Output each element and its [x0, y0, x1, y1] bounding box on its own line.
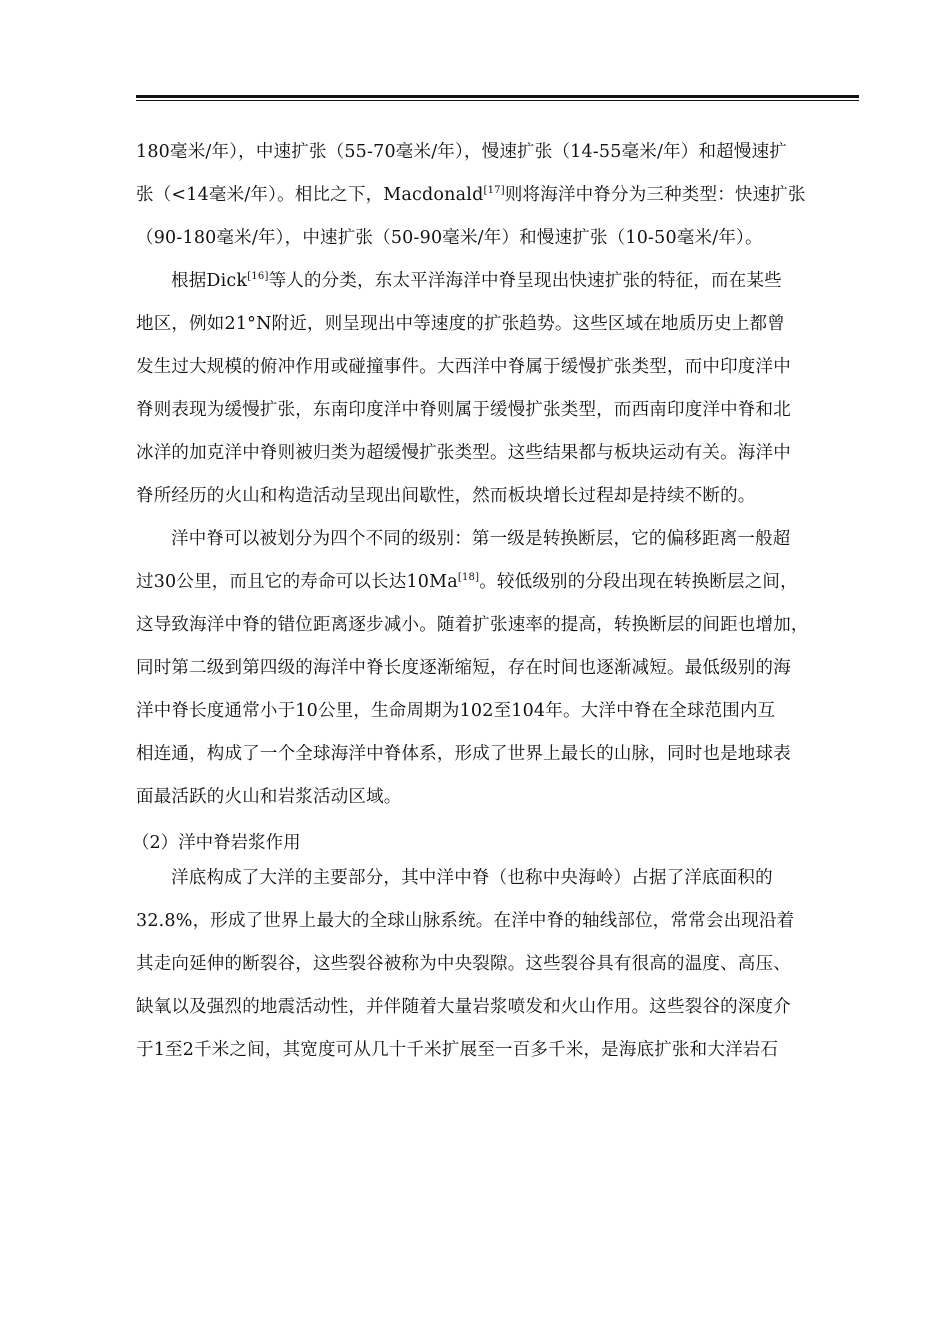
citation-ref[interactable]: [17] [483, 185, 505, 197]
text-segment: 等人的分类，东太平洋海洋中脊呈现出快速扩张的特征，而在某些 [268, 271, 782, 291]
text-line [136, 269, 871, 312]
paragraph-dick-classification [136, 269, 871, 527]
text-line: 同时第二级到第四级的海洋中脊长度逐渐缩短，存在时间也逐渐减短。最低级别的海 [136, 658, 791, 678]
text-segment: 根据Dick [171, 271, 248, 291]
text-line: 面最活跃的火山和岩浆活动区域。 [136, 787, 402, 807]
document-body [132, 140, 871, 1081]
text-segment: 则将海洋中脊分为三种类型：快速扩张 [504, 185, 806, 205]
text-line: 洋底构成了大洋的主要部分，其中洋中脊（也称中央海岭）占据了洋底面积的 [171, 868, 773, 888]
text-line: 其走向延伸的断裂谷，这些裂谷被称为中央裂隙。这些裂谷具有很高的温度、高压、 [136, 954, 791, 974]
paragraph-ridge-segmentation [136, 527, 871, 828]
text-segment: 张（<14毫米/年）。相比之下，Macdonald [136, 185, 484, 205]
text-line: 脊则表现为缓慢扩张，东南印度洋中脊则属于缓慢扩张类型，而西南印度洋中脊和北 [136, 400, 791, 420]
text-line: 180毫米/年），中速扩张（55-70毫米/年），慢速扩张（14-55毫米/年）和超慢速扩 [136, 142, 787, 162]
text-line: 发生过大规模的俯冲作用或碰撞事件。大西洋中脊属于缓慢扩张类型，而中印度洋中 [136, 357, 791, 377]
text-line: 洋中脊长度通常小于10公里，生命周期为102至104年。大洋中脊在全球范围内互 [136, 701, 776, 721]
header-rule-thick [136, 95, 859, 98]
text-line: 缺氧以及强烈的地震活动性，并伴随着大量岩浆喷发和火山作用。这些裂谷的深度介 [136, 997, 791, 1017]
text-line [136, 183, 871, 226]
section-heading: （2）洋中脊岩浆作用 [132, 833, 301, 853]
text-segment: 过30公里，而且它的寿命可以长达10Ma [136, 572, 458, 592]
text-line: 地区，例如21°N附近，则呈现出中等速度的扩张趋势。这些区域在地质历史上都曾 [136, 314, 785, 334]
text-line: 相连通，构成了一个全球海洋中脊体系，形成了世界上最长的山脉，同时也是地球表 [136, 744, 791, 764]
text-line: 32.8%，形成了世界上最大的全球山脉系统。在洋中脊的轴线部位，常常会出现沿着 [136, 911, 795, 931]
text-line: 这导致海洋中脊的错位距离逐步减小。随着扩张速率的提高，转换断层的间距也增加， [136, 615, 809, 635]
text-line: 脊所经历的火山和构造活动呈现出间歇性，然而板块增长过程却是持续不断的。 [136, 486, 756, 506]
citation-ref[interactable]: [16] [247, 271, 269, 283]
text-line: 于1至2千米之间，其宽度可从几十千米扩展至一百多千米，是海底扩张和大洋岩石 [136, 1040, 779, 1060]
text-line: 冰洋的加克洋中脊则被归类为超缓慢扩张类型。这些结果都与板块运动有关。海洋中 [136, 443, 791, 463]
citation-ref[interactable]: [18] [457, 572, 480, 584]
paragraph-ridge-magmatism [136, 866, 871, 1081]
text-line: 洋中脊可以被划分为四个不同的级别：第一级是转换断层，它的偏移距离一般超 [171, 529, 791, 549]
text-line: （90-180毫米/年），中速扩张（50-90毫米/年）和慢速扩张（10-50毫米/年）。 [136, 228, 763, 248]
text-line [136, 570, 871, 613]
text-segment: 。较低级别的分段出现在转换断层之间， [479, 572, 798, 592]
paragraph-spreading-rates [136, 140, 871, 269]
header-rule-thin [136, 100, 859, 101]
